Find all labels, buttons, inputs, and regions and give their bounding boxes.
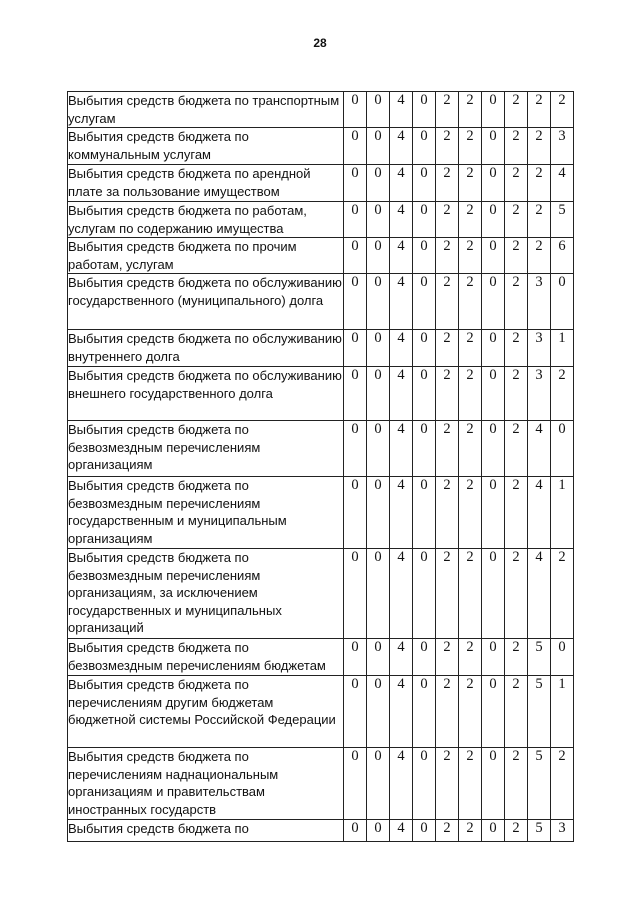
code-digit: 2 bbox=[459, 330, 482, 367]
code-digit: 2 bbox=[551, 367, 574, 421]
table-row bbox=[68, 748, 574, 820]
row-description: Выбытия средств бюджета по обслуживанию государственного (муниципального) долга bbox=[68, 274, 344, 330]
code-digit: 2 bbox=[459, 128, 482, 165]
code-digit: 4 bbox=[390, 477, 413, 549]
code-digit: 0 bbox=[482, 549, 505, 639]
code-digit: 2 bbox=[551, 92, 574, 128]
code-digit: 2 bbox=[436, 165, 459, 202]
code-digit: 0 bbox=[367, 128, 390, 165]
code-digit: 0 bbox=[551, 274, 574, 330]
code-digit: 2 bbox=[505, 202, 528, 238]
code-digit: 2 bbox=[505, 748, 528, 820]
code-digit: 5 bbox=[528, 676, 551, 748]
code-digit: 0 bbox=[413, 820, 436, 842]
code-digit: 0 bbox=[367, 367, 390, 421]
code-digit: 0 bbox=[344, 92, 367, 128]
code-digit: 4 bbox=[528, 549, 551, 639]
code-digit: 0 bbox=[413, 549, 436, 639]
code-digit: 4 bbox=[390, 274, 413, 330]
code-digit: 2 bbox=[436, 367, 459, 421]
table-row bbox=[68, 330, 574, 367]
code-digit: 2 bbox=[459, 92, 482, 128]
table-row bbox=[68, 238, 574, 274]
table-row bbox=[68, 367, 574, 421]
code-digit: 2 bbox=[505, 676, 528, 748]
code-digit: 0 bbox=[482, 639, 505, 676]
code-digit: 0 bbox=[344, 549, 367, 639]
code-digit: 0 bbox=[551, 639, 574, 676]
row-description: Выбытия средств бюджета по транспортным услугам bbox=[68, 92, 344, 128]
code-digit: 2 bbox=[505, 367, 528, 421]
code-digit: 2 bbox=[459, 477, 482, 549]
code-digit: 0 bbox=[413, 676, 436, 748]
code-digit: 0 bbox=[482, 128, 505, 165]
code-digit: 2 bbox=[436, 748, 459, 820]
code-digit: 2 bbox=[505, 165, 528, 202]
code-digit: 2 bbox=[436, 202, 459, 238]
code-digit: 0 bbox=[482, 92, 505, 128]
code-digit: 5 bbox=[528, 820, 551, 842]
row-description: Выбытия средств бюджета по коммунальным услугам bbox=[68, 128, 344, 165]
code-digit: 2 bbox=[459, 238, 482, 274]
code-digit: 0 bbox=[413, 330, 436, 367]
code-digit: 2 bbox=[459, 274, 482, 330]
code-digit: 0 bbox=[482, 330, 505, 367]
code-digit: 2 bbox=[505, 92, 528, 128]
code-digit: 2 bbox=[528, 202, 551, 238]
code-digit: 0 bbox=[413, 748, 436, 820]
budget-codes-table bbox=[67, 91, 574, 842]
code-digit: 0 bbox=[413, 639, 436, 676]
code-digit: 0 bbox=[344, 330, 367, 367]
table-row bbox=[68, 639, 574, 676]
table-row bbox=[68, 128, 574, 165]
code-digit: 0 bbox=[367, 330, 390, 367]
code-digit: 2 bbox=[436, 477, 459, 549]
code-digit: 0 bbox=[367, 421, 390, 477]
code-digit: 2 bbox=[459, 202, 482, 238]
table-row bbox=[68, 274, 574, 330]
code-digit: 0 bbox=[413, 421, 436, 477]
table-row bbox=[68, 202, 574, 238]
code-digit: 0 bbox=[482, 202, 505, 238]
code-digit: 2 bbox=[528, 92, 551, 128]
code-digit: 3 bbox=[551, 820, 574, 842]
code-digit: 2 bbox=[528, 165, 551, 202]
code-digit: 3 bbox=[528, 274, 551, 330]
code-digit: 0 bbox=[367, 477, 390, 549]
code-digit: 4 bbox=[390, 549, 413, 639]
code-digit: 2 bbox=[436, 676, 459, 748]
code-digit: 0 bbox=[482, 238, 505, 274]
code-digit: 0 bbox=[344, 477, 367, 549]
code-digit: 0 bbox=[482, 748, 505, 820]
code-digit: 2 bbox=[436, 92, 459, 128]
code-digit: 2 bbox=[459, 549, 482, 639]
code-digit: 0 bbox=[367, 639, 390, 676]
code-digit: 0 bbox=[344, 639, 367, 676]
code-digit: 0 bbox=[367, 274, 390, 330]
code-digit: 0 bbox=[482, 274, 505, 330]
code-digit: 0 bbox=[344, 748, 367, 820]
code-digit: 2 bbox=[505, 128, 528, 165]
code-digit: 4 bbox=[390, 820, 413, 842]
code-digit: 5 bbox=[528, 639, 551, 676]
page-number: 28 bbox=[313, 36, 327, 50]
code-digit: 0 bbox=[344, 367, 367, 421]
code-digit: 0 bbox=[482, 477, 505, 549]
code-digit: 2 bbox=[436, 274, 459, 330]
code-digit: 2 bbox=[505, 820, 528, 842]
row-description: Выбытия средств бюджета по перечислениям другим бюджетам бюджетной системы Российской Федерации bbox=[68, 676, 344, 748]
code-digit: 0 bbox=[367, 92, 390, 128]
code-digit: 0 bbox=[367, 165, 390, 202]
code-digit: 2 bbox=[459, 639, 482, 676]
code-digit: 0 bbox=[482, 820, 505, 842]
code-digit: 2 bbox=[528, 238, 551, 274]
row-description: Выбытия средств бюджета по безвозмездным перечислениям государственным и муниципальным организациям bbox=[68, 477, 344, 549]
code-digit: 0 bbox=[367, 549, 390, 639]
code-digit: 2 bbox=[528, 128, 551, 165]
code-digit: 0 bbox=[413, 202, 436, 238]
code-digit: 5 bbox=[551, 202, 574, 238]
code-digit: 2 bbox=[436, 820, 459, 842]
code-digit: 0 bbox=[344, 238, 367, 274]
code-digit: 2 bbox=[505, 238, 528, 274]
code-digit: 4 bbox=[390, 128, 413, 165]
row-description: Выбытия средств бюджета по bbox=[68, 820, 344, 842]
code-digit: 6 bbox=[551, 238, 574, 274]
code-digit: 2 bbox=[436, 330, 459, 367]
code-digit: 4 bbox=[390, 748, 413, 820]
code-digit: 4 bbox=[390, 639, 413, 676]
code-digit: 2 bbox=[436, 238, 459, 274]
code-digit: 2 bbox=[459, 421, 482, 477]
row-description: Выбытия средств бюджета по перечислениям наднациональным организациям и правительствам иностранных государств bbox=[68, 748, 344, 820]
code-digit: 1 bbox=[551, 477, 574, 549]
code-digit: 0 bbox=[367, 676, 390, 748]
code-digit: 3 bbox=[528, 367, 551, 421]
code-digit: 0 bbox=[551, 421, 574, 477]
code-digit: 4 bbox=[390, 92, 413, 128]
code-digit: 2 bbox=[551, 748, 574, 820]
table-row bbox=[68, 92, 574, 128]
code-digit: 0 bbox=[413, 165, 436, 202]
code-digit: 0 bbox=[413, 367, 436, 421]
code-digit: 2 bbox=[505, 639, 528, 676]
code-digit: 4 bbox=[551, 165, 574, 202]
row-description: Выбытия средств бюджета по обслуживанию внешнего государственного долга bbox=[68, 367, 344, 421]
code-digit: 2 bbox=[436, 639, 459, 676]
code-digit: 4 bbox=[390, 421, 413, 477]
table-row bbox=[68, 421, 574, 477]
code-digit: 0 bbox=[482, 165, 505, 202]
code-digit: 0 bbox=[482, 676, 505, 748]
code-digit: 4 bbox=[390, 367, 413, 421]
code-digit: 0 bbox=[344, 202, 367, 238]
code-digit: 0 bbox=[482, 421, 505, 477]
code-digit: 2 bbox=[505, 477, 528, 549]
row-description: Выбытия средств бюджета по безвозмездным перечислениям организациям, за исключением государственных и муниципальных организаций bbox=[68, 549, 344, 639]
code-digit: 4 bbox=[528, 421, 551, 477]
code-digit: 2 bbox=[505, 274, 528, 330]
row-description: Выбытия средств бюджета по безвозмездным перечислениям организациям bbox=[68, 421, 344, 477]
code-digit: 2 bbox=[459, 676, 482, 748]
code-digit: 1 bbox=[551, 330, 574, 367]
code-digit: 1 bbox=[551, 676, 574, 748]
table-row bbox=[68, 549, 574, 639]
code-digit: 0 bbox=[367, 748, 390, 820]
code-digit: 0 bbox=[344, 165, 367, 202]
code-digit: 0 bbox=[367, 202, 390, 238]
code-digit: 0 bbox=[482, 367, 505, 421]
code-digit: 3 bbox=[551, 128, 574, 165]
code-digit: 5 bbox=[528, 748, 551, 820]
code-digit: 4 bbox=[390, 238, 413, 274]
table-row bbox=[68, 820, 574, 842]
code-digit: 0 bbox=[413, 238, 436, 274]
code-digit: 0 bbox=[344, 421, 367, 477]
code-digit: 4 bbox=[390, 676, 413, 748]
row-description: Выбытия средств бюджета по безвозмездным перечислениям бюджетам bbox=[68, 639, 344, 676]
row-description: Выбытия средств бюджета по арендной плате за пользование имуществом bbox=[68, 165, 344, 202]
row-description: Выбытия средств бюджета по прочим работам, услугам bbox=[68, 238, 344, 274]
code-digit: 4 bbox=[528, 477, 551, 549]
code-digit: 0 bbox=[413, 477, 436, 549]
code-digit: 0 bbox=[413, 128, 436, 165]
code-digit: 2 bbox=[436, 128, 459, 165]
table-row bbox=[68, 165, 574, 202]
code-digit: 0 bbox=[413, 92, 436, 128]
code-digit: 2 bbox=[505, 421, 528, 477]
code-digit: 0 bbox=[367, 238, 390, 274]
code-digit: 2 bbox=[505, 549, 528, 639]
code-digit: 2 bbox=[459, 165, 482, 202]
code-digit: 3 bbox=[528, 330, 551, 367]
code-digit: 2 bbox=[436, 421, 459, 477]
code-digit: 0 bbox=[344, 820, 367, 842]
code-digit: 0 bbox=[413, 274, 436, 330]
code-digit: 2 bbox=[459, 820, 482, 842]
table-row bbox=[68, 477, 574, 549]
code-digit: 2 bbox=[459, 367, 482, 421]
code-digit: 2 bbox=[436, 549, 459, 639]
code-digit: 2 bbox=[505, 330, 528, 367]
row-description: Выбытия средств бюджета по обслуживанию внутреннего долга bbox=[68, 330, 344, 367]
code-digit: 4 bbox=[390, 165, 413, 202]
code-digit: 0 bbox=[367, 820, 390, 842]
code-digit: 2 bbox=[551, 549, 574, 639]
code-digit: 4 bbox=[390, 202, 413, 238]
code-digit: 0 bbox=[344, 128, 367, 165]
code-digit: 0 bbox=[344, 676, 367, 748]
code-digit: 2 bbox=[459, 748, 482, 820]
table-row bbox=[68, 676, 574, 748]
code-digit: 4 bbox=[390, 330, 413, 367]
code-digit: 0 bbox=[344, 274, 367, 330]
row-description: Выбытия средств бюджета по работам, услугам по содержанию имущества bbox=[68, 202, 344, 238]
